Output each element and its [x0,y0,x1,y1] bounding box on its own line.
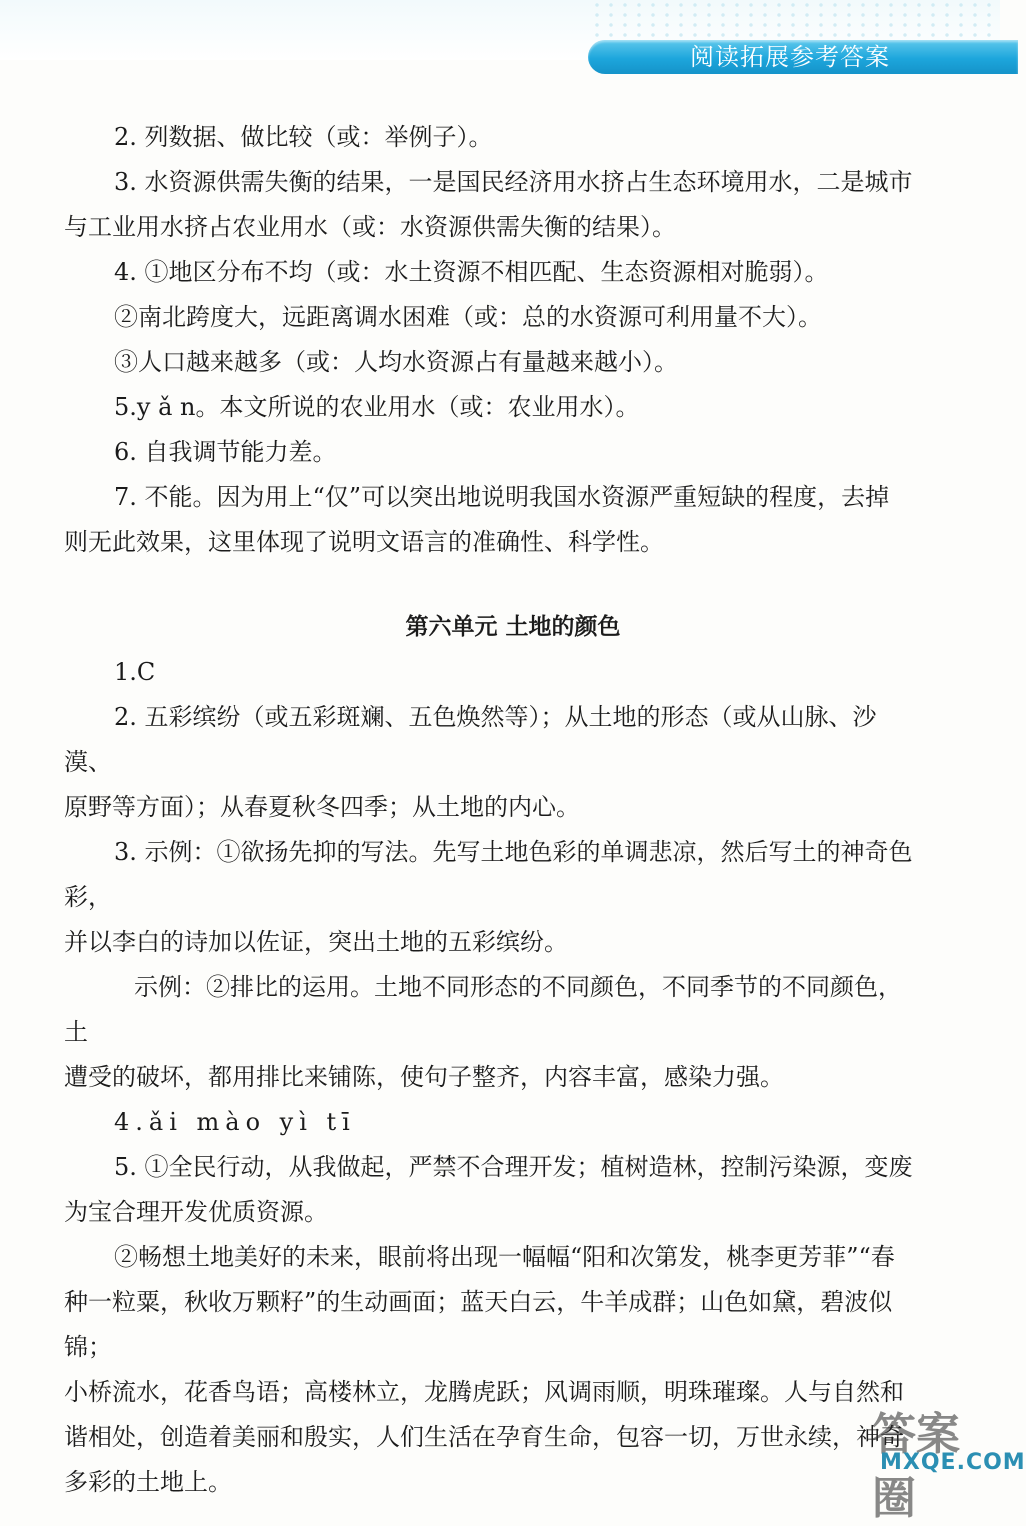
answer-line: ③人口越来越多（或：人均水资源占有量越来越小）。 [114,348,678,376]
answer-line: 1.C [114,658,156,686]
answer-line: 则无此效果，这里体现了说明文语言的准确性、科学性。 [64,528,664,556]
page-content [64,115,922,1505]
answer-line: 3. 示例：①欲扬先抑的写法。先写土地色彩的单调悲凉，然后写土的神奇色彩， [64,838,913,911]
header-title: 阅读拓展参考答案 [690,43,890,71]
watermark-logo: 答案圈 [872,1409,960,1524]
answer-line: 7. 不能。因为用上“仅”可以突出地说明我国水资源严重短缺的程度，去掉 [114,483,890,511]
answer-line: 遭受的破坏，都用排比来铺陈，使句子整齐，内容丰富，感染力强。 [64,1063,784,1091]
answer-line: ②畅想土地美好的未来，眼前将出现一幅幅“阳和次第发，桃李更芳菲”“春 [114,1243,895,1271]
answer-line: ②南北跨度大，远距离调水困难（或：总的水资源可利用量不大）。 [114,303,822,331]
answer-line: 2. 五彩缤纷（或五彩斑斓、五色焕然等）；从土地的形态（或从山脉、沙漠、 [64,703,877,776]
answer-line: 2. 列数据、做比较（或：举例子）。 [114,123,493,151]
answer-line: 种一粒粟，秋收万颗籽”的生动画面；蓝天白云，牛羊成群；山色如黛，碧波似锦； [64,1288,893,1361]
answer-line: 与工业用水挤占农业用水（或：水资源供需失衡的结果）。 [64,213,676,241]
watermark-url: MXQE.COM [880,1450,1026,1475]
answer-line: 5. ①全民行动，从我做起，严禁不合理开发；植树造林，控制污染源，变废 [114,1153,913,1181]
section-heading: 第六单元 土地的颜色 [405,614,621,640]
answer-line: 为宝合理开发优质资源。 [64,1198,328,1226]
answer-line: 4. ①地区分布不均（或：水土资源不相匹配、生态资源相对脆弱）。 [114,258,829,286]
header-dot-pattern [590,0,1000,38]
answer-line: 6. 自我调节能力差。 [114,438,337,466]
answer-line: 示例：②排比的运用。土地不同形态的不同颜色，不同季节的不同颜色，土 [64,973,902,1046]
answer-line: 原野等方面）；从春夏秋冬四季；从土地的内心。 [64,793,580,821]
answer-line: 谐相处，创造着美丽和殷实，人们生活在孕育生命，包容一切，万世永续，神奇 [64,1423,904,1451]
answer-line: 小桥流水，花香鸟语；高楼林立，龙腾虎跃；风调雨顺，明珠璀璨。人与自然和 [64,1378,904,1406]
answer-line: 5.y ǎ n。本文所说的农业用水（或：农业用水）。 [114,393,640,421]
answer-line: 3. 水资源供需失衡的结果，一是国民经济用水挤占生态环境用水，二是城市 [114,168,913,196]
answer-line: 并以李白的诗加以佐证，突出土地的五彩缤纷。 [64,928,568,956]
answer-line: 多彩的土地上。 [64,1468,232,1496]
answer-line: 4.ǎi mào yì tī [114,1108,356,1136]
